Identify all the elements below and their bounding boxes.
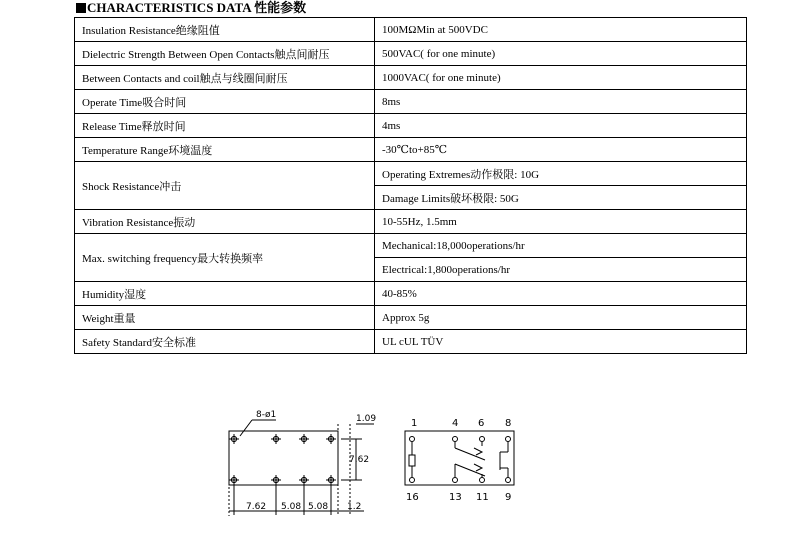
row-pitch-dimension: 7.62 — [349, 455, 370, 465]
value-cell: Mechanical:18,000operations/hr — [375, 234, 747, 258]
param-cell: Weight重量 — [75, 306, 375, 330]
param-cell: Insulation Resistance绝缘阻值 — [75, 18, 375, 42]
pcb-hole — [299, 434, 309, 444]
pin-label: 13 — [449, 492, 462, 503]
value-cell: 40-85% — [375, 282, 747, 306]
pin-label: 1 — [411, 418, 418, 429]
param-cell: Operate Time吸合时间 — [75, 90, 375, 114]
pcb-hole — [299, 475, 309, 485]
value-cell: Damage Limits破坏极限: 50G — [375, 186, 747, 210]
bottom-dimension: 5.08 — [281, 502, 302, 512]
pin-label: 16 — [406, 492, 419, 503]
value-cell: 100MΩMin at 500VDC — [375, 18, 747, 42]
bottom-dimension: 5.08 — [308, 502, 329, 512]
pin-label: 9 — [505, 492, 512, 503]
param-cell: Vibration Resistance振动 — [75, 210, 375, 234]
schematic-drawing — [405, 418, 514, 503]
schematic-outline — [405, 431, 514, 485]
value-cell: 10-55Hz, 1.5mm — [375, 210, 747, 234]
value-cell: Operating Extremes动作极限: 10G — [375, 162, 747, 186]
pcb-hole — [229, 434, 239, 444]
pcb-hole — [271, 475, 281, 485]
bottom-dimension: 1.2 — [347, 502, 362, 512]
param-cell: Max. switching frequency最大转换频率 — [75, 234, 375, 282]
param-cell: Safety Standard安全标准 — [75, 330, 375, 354]
pcb-hole — [271, 434, 281, 444]
value-cell: UL cUL TÜV — [375, 330, 747, 354]
pin-label: 6 — [478, 418, 485, 429]
pin-label: 4 — [452, 418, 459, 429]
bottom-dimension: 7.62 — [246, 502, 267, 512]
value-cell: Approx 5g — [375, 306, 747, 330]
param-cell: Humidity湿度 — [75, 282, 375, 306]
param-cell: Dielectric Strength Between Open Contacts触点间耐压 — [75, 42, 375, 66]
param-cell: Shock Resistance冲击 — [75, 162, 375, 210]
pin-label: 8 — [505, 418, 512, 429]
coil-symbol — [409, 455, 415, 466]
pin-label: 11 — [476, 492, 489, 503]
relay-outline — [229, 431, 338, 485]
pcb-hole — [326, 434, 336, 444]
offset-dimension: 1.09 — [356, 414, 377, 424]
pcb-layout-drawing — [229, 410, 376, 516]
pcb-hole — [229, 475, 239, 485]
value-cell: Electrical:1,800operations/hr — [375, 258, 747, 282]
value-cell: 8ms — [375, 90, 747, 114]
hole-count-label: 8-ø1 — [256, 410, 277, 420]
section-title-text: CHARACTERISTICS DATA 性能参数 — [87, 0, 307, 15]
param-cell: Release Time释放时间 — [75, 114, 375, 138]
value-cell: 4ms — [375, 114, 747, 138]
value-cell: -30℃to+85℃ — [375, 138, 747, 162]
param-cell: Temperature Range环境温度 — [75, 138, 375, 162]
param-cell: Between Contacts and coil触点与线圈间耐压 — [75, 66, 375, 90]
value-cell: 500VAC( for one minute) — [375, 42, 747, 66]
value-cell: 1000VAC( for one minute) — [375, 66, 747, 90]
pcb-hole — [326, 475, 336, 485]
